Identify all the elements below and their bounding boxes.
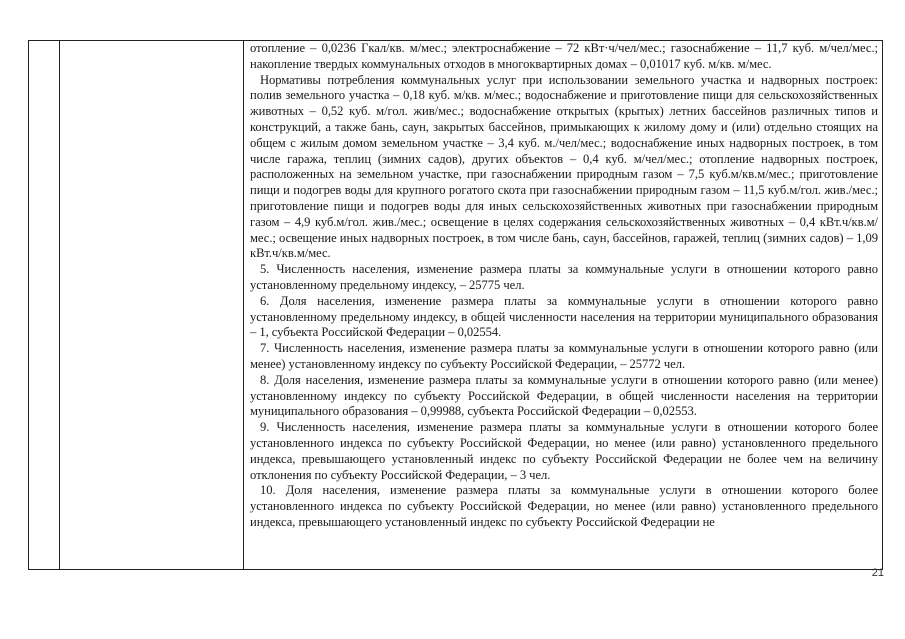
document-table xyxy=(28,40,883,570)
paragraph: 9. Численность населения, изменение размера платы за коммунальные услуги в отношении которого более установленного индекса по субъекту Российской Федерации, но менее (или равно) установленного предельного индекса, превышающего установленный индекс по субъекту Российской Федерации не более чем на величину отклонения по субъекту Российской Федерации, – 3 чел. xyxy=(250,420,878,482)
paragraph: 5. Численность населения, изменение размера платы за коммунальные услуги в отношении которого равно установленному предельному индексу, – 25775 чел. xyxy=(250,262,878,292)
paragraph: 8. Доля населения, изменение размера платы за коммунальные услуги в отношении которого равно (или менее) установленному индексу по субъекту Российской Федерации, в общей численности населения на территории муниципального образования – 0,99988, субъекта Российской Федерации – 0,02553. xyxy=(250,372,878,419)
paragraph: отопление – 0,0236 Гкал/кв. м/мес.; электроснабжение – 72 кВт·ч/чел/мес.; газоснабжение – 11,7 куб. м/чел/мес.; накопление твердых коммунальных отходов в многоквартирных домах – 0,01017 куб. м/кв. м/мес. xyxy=(250,41,878,71)
content-text xyxy=(250,41,878,569)
paragraph: 6. Доля населения, изменение размера платы за коммунальные услуги в отношении которого равно установленному предельному индексу, в общей численности населения на территории муниципального образования – 1, субъекта Российской Федерации – 0,02554. xyxy=(250,293,878,340)
table-row xyxy=(29,41,883,570)
paragraph: Нормативы потребления коммунальных услуг при использовании земельного участка и надворных построек: полив земельного участка – 0,18 куб. м/кв. м/мес.; водоснабжение и приготовление пищи для сельскохозяйственных животных – 0,52 куб. м/гол. жив/мес.; водоснабжение открытых (крытых) летних бассейнов различных типов и конструкций, а также бань, саун, закрытых бассейнов, примыкающих к жилому дому и (или) отдельно стоящих на общем с жилым домом земельном участке – 3,4 куб. м./чел/мес.; водоснабжение иных надворных построек, в том числе гаража, теплиц (зимних садов), других объектов – 0,4 куб. м/чел/мес.; отопление надворных построек, расположенных на земельном участке, при газоснабжении природным газом – 7,5 куб.м/кв.м/мес.; приготовление пищи и подогрев воды для крупного рогатого скота при газоснабжении природным газом – 11,5 куб.м/гол. жив./мес.; приготовление пищи и подогрев воды для иных сельскохозяйственных животных при газоснабжении природным газом – 4,9 куб.м/гол. жив./мес.; освещение в целях содержания сельскохозяйственных животных – 0,4 кВт.ч/кв.м/мес.; освещение иных надворных построек, в том числе бань, саун, бассейнов, гаражей, теплиц (зимних садов) – 1,09 кВт.ч/кв.м/мес. xyxy=(250,72,878,261)
table-cell-content xyxy=(244,41,883,570)
table-cell-number xyxy=(29,41,60,570)
table-cell-name xyxy=(60,41,244,570)
page-number: 21 xyxy=(871,567,884,579)
paragraph: 10. Доля населения, изменение размера платы за коммунальные услуги в отношении которого более установленного индекса по субъекту Российской Федерации, но менее (или равно) установленного предельного индекса, превышающего установленный индекс по субъекту Российской Федерации не xyxy=(250,483,878,529)
paragraph: 7. Численность населения, изменение размера платы за коммунальные услуги в отношении которого равно (или менее) установленному индексу по субъекту Российской Федерации, – 25772 чел. xyxy=(250,341,878,371)
